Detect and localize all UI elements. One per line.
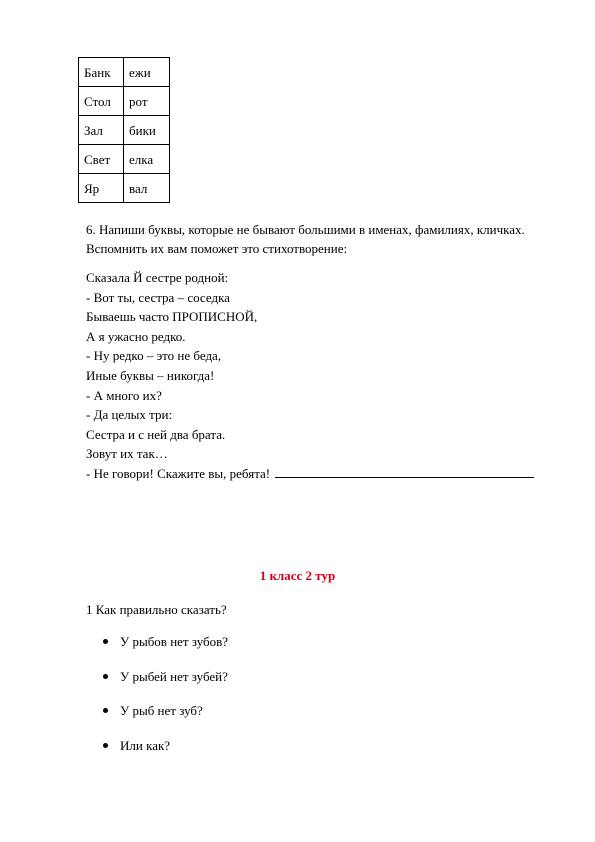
- table-cell: рот: [124, 87, 170, 116]
- bullet-icon: [103, 674, 108, 679]
- table-cell: бики: [124, 116, 170, 145]
- poem: [86, 268, 566, 484]
- table-cell: вал: [124, 174, 170, 203]
- bullet-icon: [103, 743, 108, 748]
- table-row: [79, 87, 170, 116]
- table-row: [79, 58, 170, 87]
- table-cell: Зал: [79, 116, 124, 145]
- poem-line: Бываешь часто ПРОПИСНОЙ,: [86, 309, 258, 325]
- word-table: [78, 57, 170, 203]
- table-cell: ежи: [124, 58, 170, 87]
- answer-options: [86, 632, 228, 770]
- table-row: [79, 145, 170, 174]
- option-text: У рыбов нет зубов?: [120, 634, 229, 649]
- poem-line: - Ну редко – это не беда,: [86, 348, 222, 364]
- answer-blank[interactable]: [275, 465, 534, 478]
- option-text: У рыб нет зуб?: [120, 703, 203, 718]
- poem-line: - А много их?: [86, 387, 162, 403]
- option-text: У рыбей нет зубей?: [120, 668, 228, 684]
- list-item: [86, 667, 228, 702]
- poem-line: Зовут их так…: [86, 446, 168, 462]
- poem-line: - Не говори! Скажите вы, ребята!: [86, 465, 271, 481]
- list-item: [86, 632, 228, 667]
- table-cell: Банк: [79, 58, 124, 87]
- list-item: [86, 736, 228, 771]
- poem-line: А я ужасно редко.: [86, 328, 186, 344]
- task-6: [86, 220, 566, 258]
- table-cell: Яр: [79, 174, 124, 203]
- question-1: 1 Как правильно сказать?: [86, 602, 227, 617]
- table-cell: Свет: [79, 145, 124, 174]
- table-row: [79, 174, 170, 203]
- task-6-instruction: 6. Напиши буквы, которые не бывают большими в именах, фамилиях, кличках.: [86, 222, 525, 237]
- table-row: [79, 116, 170, 145]
- bullet-icon: [103, 639, 108, 644]
- poem-last-line: [86, 464, 566, 484]
- bullet-icon: [103, 708, 108, 713]
- task-6-hint: Вспомнить их вам поможет это стихотворение:: [86, 241, 348, 256]
- table-cell: елка: [124, 145, 170, 174]
- poem-line: Сказала Й сестре родной:: [86, 270, 229, 285]
- table-cell: Стол: [79, 87, 124, 116]
- poem-line: Сестра и с ней два брата.: [86, 426, 226, 442]
- poem-line: - Вот ты, сестра – соседка: [86, 289, 230, 305]
- section-title: 1 класс 2 тур: [259, 568, 336, 583]
- list-item: [86, 701, 228, 736]
- poem-line: Иные буквы – никогда!: [86, 367, 215, 383]
- poem-line: - Да целых три:: [86, 407, 173, 423]
- option-text: Или как?: [120, 737, 171, 753]
